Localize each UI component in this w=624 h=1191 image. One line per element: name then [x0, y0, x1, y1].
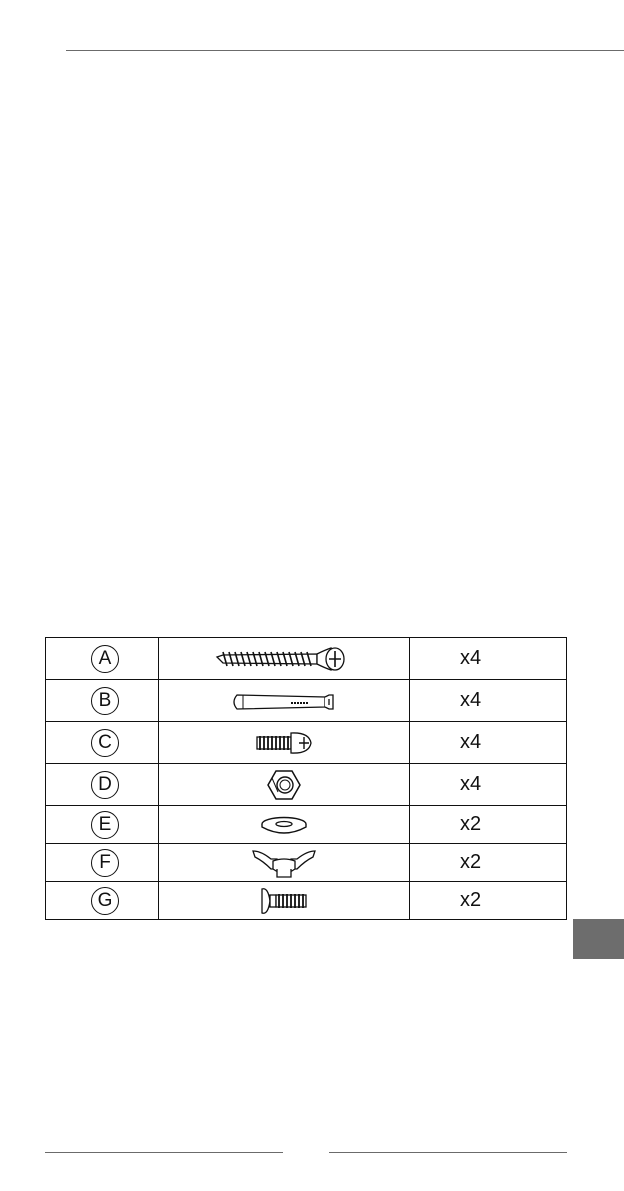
table-row [46, 638, 567, 680]
machine-screw-icon [249, 728, 319, 758]
table-row [46, 764, 567, 806]
wall-anchor-icon [229, 688, 339, 714]
page-tab [573, 919, 624, 959]
header-rule [66, 50, 624, 51]
wood-screw-icon [209, 644, 359, 674]
part-qty: x4 [410, 638, 567, 680]
part-qty: x4 [410, 764, 567, 806]
wing-nut-icon [249, 847, 319, 879]
part-letter: E [91, 811, 119, 839]
part-letter: A [91, 645, 119, 673]
footer-rule-left [45, 1152, 283, 1153]
part-letter: C [91, 729, 119, 757]
footer-rule-right [329, 1152, 567, 1153]
part-qty: x4 [410, 680, 567, 722]
table-row [46, 882, 567, 920]
part-letter: F [91, 849, 119, 877]
parts-table [45, 637, 567, 920]
part-qty: x2 [410, 844, 567, 882]
hex-nut-icon [264, 768, 304, 802]
table-row [46, 722, 567, 764]
table-row [46, 680, 567, 722]
part-qty: x4 [410, 722, 567, 764]
carriage-bolt-icon [254, 885, 314, 917]
part-letter: G [91, 887, 119, 915]
part-letter: B [91, 687, 119, 715]
part-qty: x2 [410, 882, 567, 920]
part-letter: D [91, 771, 119, 799]
table-row [46, 844, 567, 882]
part-qty: x2 [410, 806, 567, 844]
washer-icon [256, 814, 312, 836]
table-row [46, 806, 567, 844]
